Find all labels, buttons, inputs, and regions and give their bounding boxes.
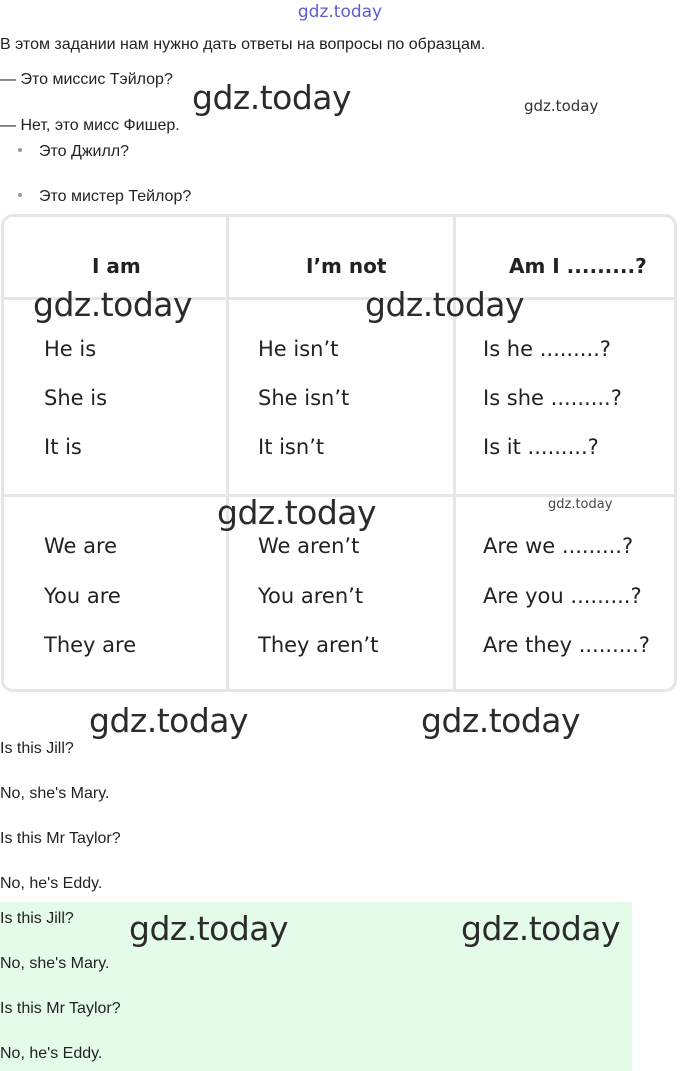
- watermark: gdz.today: [524, 97, 599, 115]
- table-cell: Are we .........?: [483, 534, 634, 558]
- dialogue-line-2: — Нет, это мисс Фишер.: [0, 117, 180, 134]
- highlighted-answer-line: No, he's Eddy.: [0, 1045, 103, 1062]
- answer-line: Is this Jill?: [0, 740, 74, 757]
- list-item: [18, 188, 191, 206]
- bullet-icon: [18, 193, 22, 197]
- answer-line: No, he's Eddy.: [0, 875, 103, 892]
- table-header: Am I .........?: [509, 254, 647, 278]
- bullet-icon: [18, 148, 22, 152]
- table-cell: He is: [44, 337, 97, 361]
- table-cell: You aren’t: [258, 584, 364, 608]
- watermark: gdz.today: [548, 497, 613, 512]
- table-cell: You are: [44, 584, 121, 608]
- watermark: gdz.today: [217, 493, 377, 532]
- table-cell: It is: [44, 435, 82, 459]
- highlighted-answer-line: Is this Jill?: [0, 910, 74, 927]
- list-item: [18, 143, 129, 161]
- dialogue-line-1: — Это миссис Тэйлор?: [0, 71, 173, 88]
- bullet-text: Это Джилл?: [39, 143, 130, 160]
- table-cell: Are you .........?: [483, 584, 642, 608]
- watermark: gdz.today: [365, 285, 525, 324]
- watermark: gdz.today: [192, 78, 352, 117]
- table-divider: [226, 214, 229, 692]
- table-cell: Is she .........?: [483, 386, 622, 410]
- watermark: gdz.today: [89, 701, 249, 740]
- table-cell: She is: [44, 386, 108, 410]
- bullet-text: Это мистер Тейлор?: [39, 188, 192, 205]
- watermark: gdz.today: [421, 701, 581, 740]
- table-header: I am: [92, 254, 141, 278]
- table-cell: He isn’t: [258, 337, 339, 361]
- intro-text: В этом задании нам нужно дать ответы на вопросы по образцам.: [0, 36, 486, 53]
- table-cell: She isn’t: [258, 386, 350, 410]
- table-cell: Is he .........?: [483, 337, 611, 361]
- table-header: I’m not: [306, 254, 387, 278]
- table-cell: They are: [44, 633, 137, 657]
- highlighted-answer-line: Is this Mr Taylor?: [0, 1000, 121, 1017]
- table-cell: We are: [44, 534, 118, 558]
- watermark: gdz.today: [33, 285, 193, 324]
- site-watermark-top: gdz.today: [297, 2, 383, 22]
- answer-line: Is this Mr Taylor?: [0, 830, 121, 847]
- table-cell: We aren’t: [258, 534, 360, 558]
- table-cell: It isn’t: [258, 435, 325, 459]
- table-cell: Is it .........?: [483, 435, 599, 459]
- table-cell: They aren’t: [258, 633, 379, 657]
- watermark: gdz.today: [461, 909, 621, 948]
- answer-line: No, she's Mary.: [0, 785, 110, 802]
- table-cell: Are they .........?: [483, 633, 650, 657]
- watermark: gdz.today: [129, 909, 289, 948]
- highlighted-answer-line: No, she's Mary.: [0, 955, 110, 972]
